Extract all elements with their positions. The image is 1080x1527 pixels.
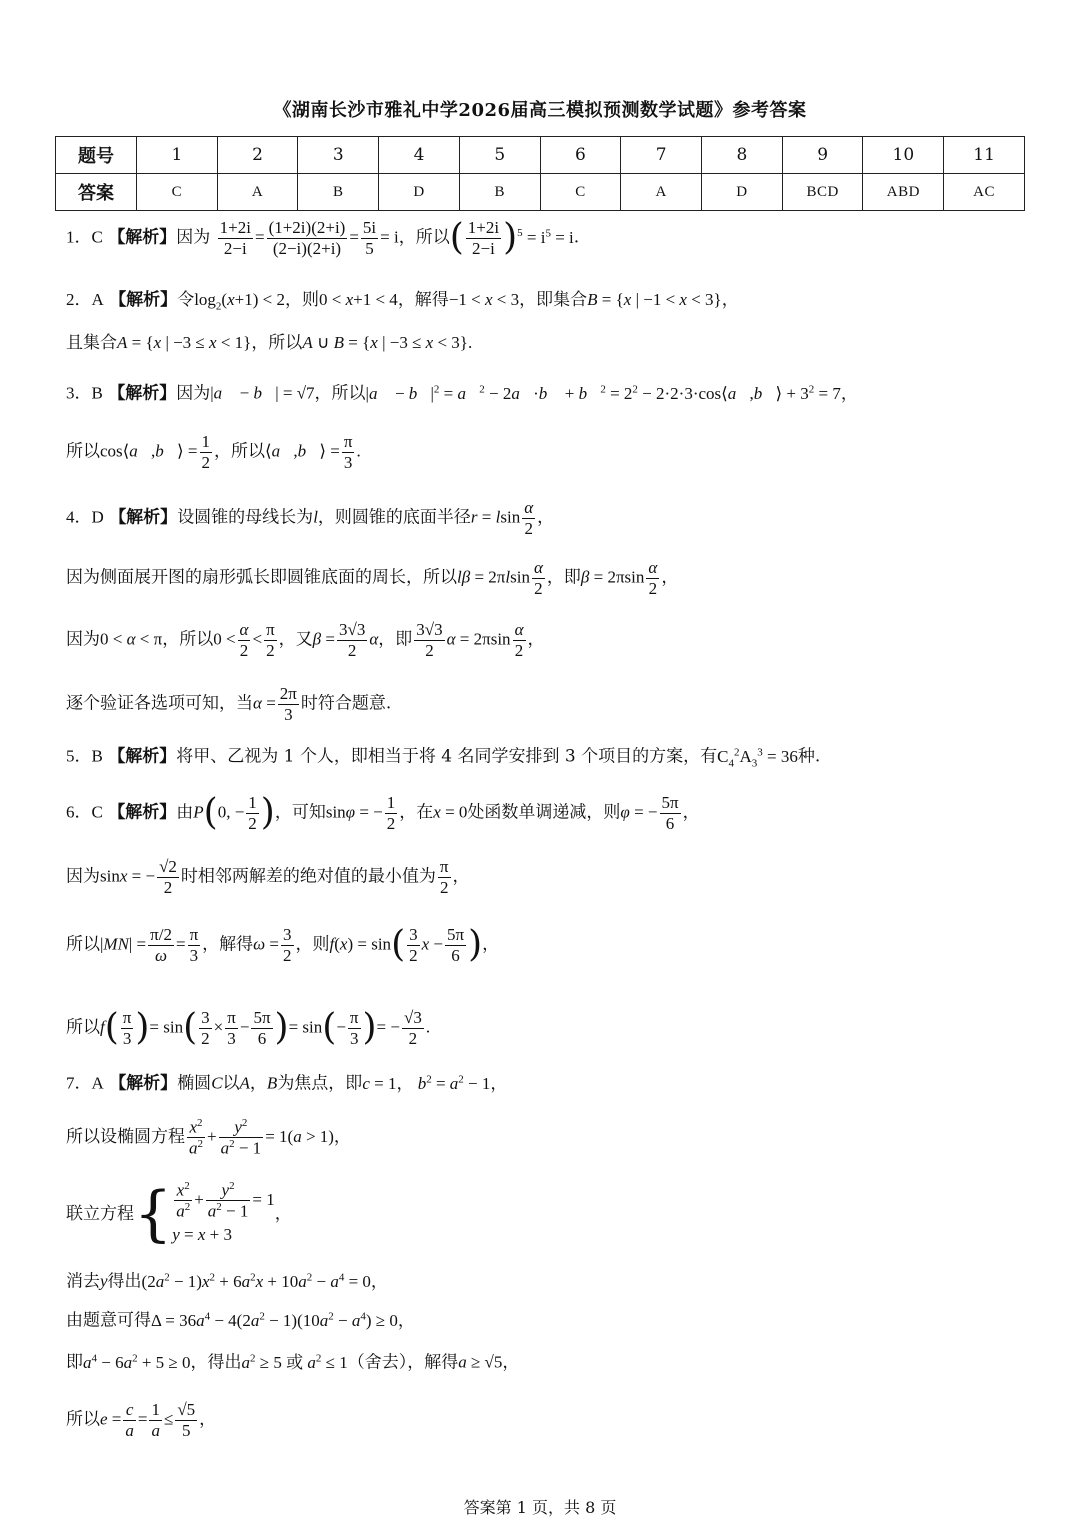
solution-6: 6．C 【解析】由P(0, − $\frac{1}{2}$ )，可知sinφ = − $\frac{1}{2}$ ，在x = 0处函数单调递减，则φ = − $\frac{5\pi}{6}$ ， — [66, 792, 700, 834]
text: 所以 — [66, 441, 100, 462]
question-number-cell: 7 — [621, 137, 702, 174]
text: ，即 — [378, 629, 413, 650]
question-number-cell: 6 — [540, 137, 621, 174]
question-label: 7．A — [66, 1073, 104, 1093]
solution-1: 1．C 【解析】因为 $\frac{1+2i}{2-i}$ = $\frac{(1+2i)(2+i)}{(2-i)(2+i)}$ = $\frac{5i}{5}$ = i，所以( $\frac{1+2i}{2-i}$ )$^5 = i^5 = i$. — [66, 217, 580, 259]
question-number-cell: 10 — [863, 137, 944, 174]
text: 所以 — [66, 1017, 100, 1038]
question-number-cell: 5 — [459, 137, 540, 174]
solution-3: 3．B 【解析】因为|a⃗ − b⃗| = √7，所以|a⃗ − $b⃗|^2$ = a⃗$^2$ − 2a⃗·b⃗ + b⃗$^2$ = $2^2$ − 2·2·3·cos⟨a⃗,b⃗⟩ + $3^2 = 7$， — [66, 383, 858, 404]
text: ，则 — [295, 934, 330, 955]
question-label: 4．D — [66, 507, 104, 527]
answer-cell: B — [459, 174, 540, 211]
analysis-tag: 【解析】 — [109, 290, 178, 310]
text: ，解得 — [202, 934, 254, 955]
text: ，所以 — [314, 383, 366, 404]
answer-table — [55, 136, 1025, 211]
question-number-cell: 1 — [137, 137, 218, 174]
solution-7: 7．A 【解析】椭圆C以A，B为焦点，即c = 1， $b^2 = a^2 - 1$， — [66, 1073, 508, 1094]
row-header-answer: 答案 — [56, 174, 137, 211]
formula: $\frac{1+2i}{2-i}$ — [219, 218, 251, 258]
solution-7-line-7: 所以e = $\frac{c}{a}$ = $\frac{1}{a}$ ≤ $\frac{√5}{5}$ ， — [66, 1400, 217, 1440]
text: 因为 — [176, 383, 211, 404]
text: 消去 — [66, 1271, 100, 1292]
question-label: 3．B — [66, 383, 103, 403]
question-number-cell: 2 — [217, 137, 298, 174]
answer-cell: B — [298, 174, 379, 211]
text: 处函数单调递减，则 — [467, 802, 621, 823]
text: ，解得 — [397, 290, 449, 310]
text: 因为 — [66, 866, 100, 887]
solution-4-line-3: 因为0 < α < π，所以0 < $\frac{\alpha}{2}$ < $\frac{\pi}{2}$ ，又β = $\frac{3√3}{2}$ α，即 $\frac{3√3}{2}$ α = 2πsin $\frac{\alpha}{2}$ ， — [66, 620, 545, 660]
question-number-cell: 4 — [379, 137, 460, 174]
analysis-tag: 【解析】 — [108, 227, 177, 248]
text: 以 — [222, 1073, 240, 1094]
solution-6-line-3: 所以|MN| = $\frac{\pi/2}{\omega}$ = $\frac{\pi}{3}$ ，解得ω = $\frac{3}{2}$ ，则f(x) = sin( $\frac{3}{2}$ x − $\frac{5\pi}{6}$ )， — [66, 924, 500, 966]
text: 所以 — [66, 934, 100, 955]
text: 因为侧面展开图的扇形弧长即圆锥底面的周长，所以 — [66, 567, 457, 588]
answer-cell: D — [379, 174, 460, 211]
answer-cell: C — [540, 174, 621, 211]
answer-cell: AC — [944, 174, 1025, 211]
solution-6-line-2: 因为sinx = − $\frac{√2}{2}$ 时相邻两解差的绝对值的最小值为 $\frac{\pi}{2}$ ， — [66, 857, 470, 897]
question-number-cell: 9 — [782, 137, 863, 174]
solution-7-line-2: 所以设椭圆方程 $\frac{x^2}{a^2}$ + $\frac{y^2}{a^2 - 1}$ = 1(a > 1)， — [66, 1117, 351, 1158]
text: 令 — [177, 290, 195, 310]
answer-row — [56, 174, 1025, 211]
text: ， — [249, 1073, 267, 1094]
text: ，可知 — [274, 802, 326, 823]
text: 由题意可得 — [66, 1310, 151, 1331]
text: （舍去），解得 — [347, 1352, 459, 1373]
text: 设圆锥的母线长为 — [177, 507, 314, 528]
solution-4-line-4: 逐个验证各选项可知，当α = $\frac{2\pi}{3}$ 时符合题意. — [66, 684, 392, 724]
solution-3-line-2: 所以cos⟨a⃗,b⃗⟩ = $\frac{1}{2}$ ，所以⟨a⃗,b⃗⟩ = $\frac{\pi}{3}$ . — [66, 432, 361, 472]
text: 时符合题意. — [300, 693, 392, 714]
question-number-row — [56, 137, 1025, 174]
question-label: 1．C — [66, 227, 103, 247]
page-footer: 答案第 1 页，共 8 页 — [463, 1498, 617, 1517]
answer-cell: C — [137, 174, 218, 211]
text: 所以 — [66, 1409, 100, 1430]
text: 且集合 — [66, 333, 117, 353]
solution-7-line-3: 联立方程{ $\frac{x^2}{a^2}$ + $\frac{y^2}{a^2 - 1}$ = 1 y = x + 3 ， — [66, 1179, 292, 1250]
text: 即 — [66, 1352, 83, 1373]
text: ，则圆锥的底面半径 — [317, 507, 471, 528]
text: ，又 — [278, 629, 313, 650]
text: . — [573, 227, 580, 248]
solution-4-line-2: 因为侧面展开图的扇形弧长即圆锥底面的周长，所以lβ = 2πlsin $\frac{\alpha}{2}$ ，即β = 2πsin $\frac{\alpha}{2}$ ， — [66, 558, 679, 598]
solution-7-line-5: 由题意可得$\Delta = 36a^4 - 4(2a^2 - 1)(10a^2 - a^4) \ge 0$， — [66, 1310, 415, 1331]
row-header-number: 题号 — [56, 137, 137, 174]
text: 将甲、乙视为 1 个人，即相当于将 4 名同学安排到 3 个项目的方案，有 — [176, 746, 718, 767]
formula: $\frac{(1+2i)(2+i)}{(2-i)(2+i)}$ — [268, 218, 346, 258]
text: ，所以 — [214, 441, 265, 462]
text: ，即 — [546, 567, 581, 588]
solution-7-line-4: 消去y得出$(2a^2 - 1)x^2 + 6a^2x + 10a^2 - a^4 = 0$， — [66, 1271, 388, 1292]
text: ，在 — [399, 802, 434, 823]
text: ，则 — [284, 290, 319, 310]
question-number-cell: 11 — [944, 137, 1025, 174]
analysis-tag: 【解析】 — [108, 802, 177, 823]
text: 得出 — [107, 1271, 142, 1292]
analysis-tag: 【解析】 — [109, 507, 178, 528]
formula: $\frac{5i}{5}$ — [362, 218, 377, 258]
text: 因为 — [176, 227, 211, 248]
solution-2-line-2: 且集合A = {x | −3 ≤ x < 1}，所以A ∪ B = {x | −3 ≤ x < 3}. — [66, 333, 473, 353]
question-label: 5．B — [66, 746, 103, 766]
answer-cell: ABD — [863, 174, 944, 211]
text: 为焦点，即 — [277, 1073, 363, 1094]
answer-cell: D — [702, 174, 783, 211]
answer-cell: A — [217, 174, 298, 211]
answer-cell: BCD — [782, 174, 863, 211]
solution-5: 5．B 【解析】将甲、乙视为 1 个人，即相当于将 4 名同学安排到 3 个项目的方案，有$C_4^2A_3^3 = 36$种. — [66, 746, 821, 770]
solution-2: 2．A 【解析】令$\log_2(x+1) < 2$，则0 < x+1 < 4，解得−1 < x < 3，即集合B = {x | −1 < x < 3}， — [66, 290, 739, 313]
text: 由 — [176, 802, 194, 823]
answer-cell: A — [621, 174, 702, 211]
solution-6-line-4: 所以f( $\frac{\pi}{3}$ )= sin( $\frac{3}{2}$ × $\frac{\pi}{3}$ − $\frac{5\pi}{6}$ )= sin(− $\frac{\pi}{3}$ )= − $\frac{√3}{2}$ . — [66, 1007, 431, 1049]
text: ，所以 — [162, 629, 214, 650]
text: ，即集合 — [519, 290, 588, 310]
text: ，所以 — [251, 333, 303, 353]
question-label: 2．A — [66, 290, 104, 309]
question-label: 6．C — [66, 802, 103, 822]
question-number-cell: 8 — [702, 137, 783, 174]
text: 所以设椭圆方程 — [66, 1127, 185, 1148]
analysis-tag: 【解析】 — [108, 383, 177, 404]
analysis-tag: 【解析】 — [109, 1073, 178, 1094]
text: 联立方程 — [66, 1203, 134, 1224]
solution-7-line-6: 即$a^4 - 6a^2 + 5 \ge 0$，得出$a^2 \ge 5$ 或 $a^2 \le 1$（舍去），解得a ≥ √5， — [66, 1352, 520, 1373]
text: ，所以 — [398, 227, 450, 248]
question-number-cell: 3 — [298, 137, 379, 174]
page-title: 《湖南长沙市雅礼中学2026届高三模拟预测数学试题》参考答案 — [273, 100, 807, 121]
text: ，得出 — [190, 1352, 242, 1373]
analysis-tag: 【解析】 — [108, 746, 177, 767]
formula: $\frac{1+2i}{2-i}$ — [467, 218, 500, 258]
text: 因为 — [66, 629, 100, 650]
text: 椭圆 — [177, 1073, 212, 1094]
text: 逐个验证各选项可知，当 — [66, 693, 253, 714]
solution-4: 4．D 【解析】设圆锥的母线长为l，则圆锥的底面半径r = lsin $\frac{\alpha}{2}$ ， — [66, 498, 555, 538]
text: 种. — [797, 746, 821, 767]
text: 时相邻两解差的绝对值的最小值为 — [180, 866, 436, 887]
